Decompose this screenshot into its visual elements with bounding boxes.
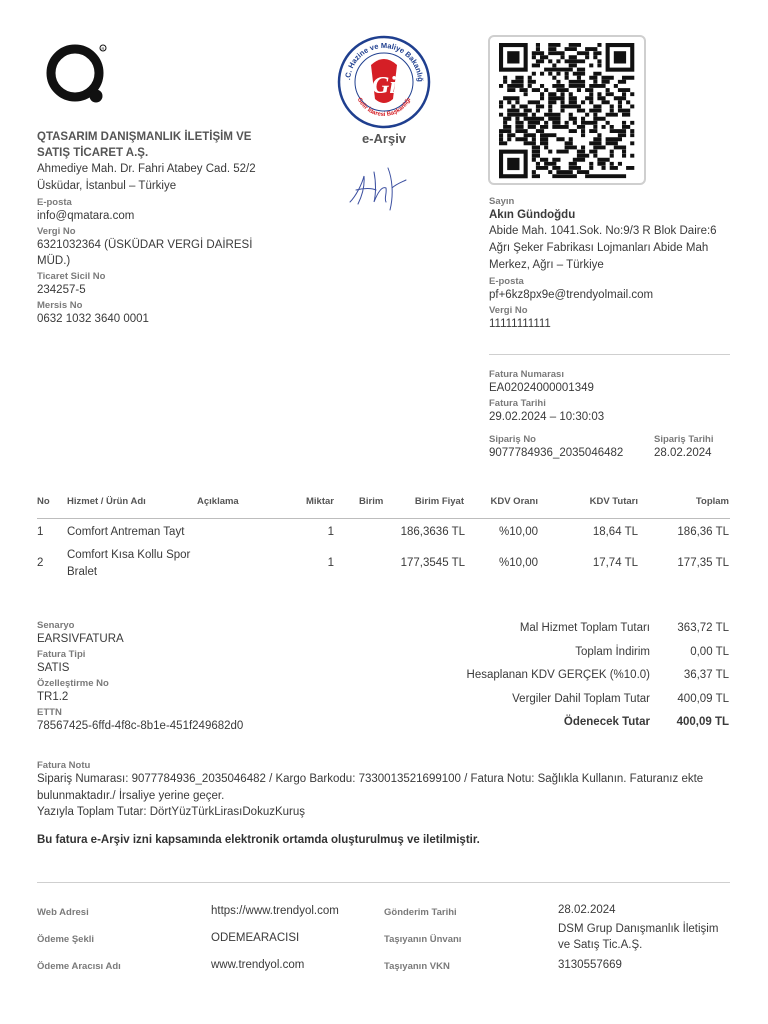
qr-code — [488, 35, 646, 185]
invoice-type-label: Fatura Tipi — [37, 649, 86, 660]
row-unit-price: 186,3636 TL — [400, 526, 465, 538]
row-product: Comfort Antreman Tayt — [67, 526, 185, 538]
seal-ring-text: .C. Hazine ve Maliye Bakanlığ — [343, 40, 426, 83]
customization-label: Özelleştirme No — [37, 678, 109, 689]
qtasarim-logo — [44, 43, 110, 105]
invoice-meta — [489, 369, 739, 425]
seller-email: info@qmatara.com — [37, 210, 135, 222]
order-date-block — [654, 434, 744, 461]
note-line1: Sipariş Numarası: 9077784936_2035046482 / Kargo Barkodu: 7330013521699100 / Fatura Notu: Sağlıkla Kullanın. Faturanız ekte — [37, 773, 704, 785]
row-qty: 1 — [327, 557, 334, 569]
buyer-address-line3: Merkez, Ağrı – Türkiye — [489, 259, 604, 271]
row-vat-rate: %10,00 — [498, 557, 538, 569]
customization-no: TR1.2 — [37, 691, 69, 703]
col-desc: Açıklama — [197, 496, 239, 507]
seller-tax-label: Vergi No — [37, 226, 76, 237]
row-qty: 1 — [327, 526, 334, 538]
col-vat-rate: KDV Oranı — [490, 496, 538, 507]
scenario-value: EARSIVFATURA — [37, 633, 124, 645]
document-type: e-Arşiv — [361, 131, 407, 146]
buyer-email: pf+6kz8px9e@trendyolmail.com — [489, 289, 654, 301]
seller-mersis-no: 0632 1032 3640 0001 — [37, 313, 149, 325]
web-label: Web Adresi — [37, 907, 89, 918]
goods-total-value: 363,72 TL — [677, 622, 729, 634]
buyer-email-label: E-posta — [489, 276, 524, 287]
qr-code-pattern — [490, 37, 644, 183]
note-label: Fatura Notu — [37, 760, 91, 771]
carrier-label: Taşıyanın Ünvanı — [384, 934, 462, 945]
order-number: 9077784936_2035046482 — [489, 447, 624, 459]
seller-mersis-label: Mersis No — [37, 300, 83, 311]
col-product: Hizmet / Ürün Adı — [67, 496, 146, 507]
ettn-label: ETTN — [37, 707, 62, 718]
payment-value: ODEMEARACISI — [211, 932, 300, 944]
incl-total-value: 400,09 TL — [677, 692, 729, 705]
seller-trade-no: 234257-5 — [37, 284, 86, 296]
col-total: Toplam — [695, 496, 729, 507]
payable-value: 400,09 TL — [676, 716, 729, 728]
total-row-vat — [430, 669, 730, 693]
ship-date-value: 28.02.2024 — [558, 904, 616, 916]
buyer-divider — [489, 354, 730, 355]
payable-label: Ödenecek Tutar — [563, 716, 650, 728]
web-value: https://www.trendyol.com — [211, 905, 339, 917]
row-total: 186,36 TL — [677, 526, 729, 538]
col-vat-amount: KDV Tutarı — [589, 496, 638, 507]
qr-finder-pattern — [507, 158, 519, 170]
ettn-value: 78567425-6ffd-4f8c-8b1e-451f249682d0 — [37, 720, 244, 732]
table-row — [37, 547, 730, 583]
buyer-address-line1: Abide Mah. 1041.Sok. No:9/3 R Blok Daire:6 — [489, 225, 717, 237]
agent-label: Ödeme Aracısı Adı — [37, 961, 121, 972]
buyer-name: Akın Gündoğdu — [489, 209, 576, 221]
order-date-label: Sipariş Tarihi — [654, 434, 714, 445]
seller-email-label: E-posta — [37, 197, 72, 208]
buyer-greeting: Sayın — [489, 196, 515, 207]
row-total: 177,35 TL — [677, 557, 729, 569]
ship-date-label: Gönderim Tarihi — [384, 907, 457, 918]
vat-value: 36,37 TL — [683, 669, 729, 681]
invoice-date: 29.02.2024 – 10:30:03 — [489, 411, 605, 423]
order-number-label: Sipariş No — [489, 434, 536, 445]
buyer-info — [489, 196, 739, 332]
row-product: Comfort Kısa Kollu Spor Bralet — [67, 549, 191, 578]
svg-text:R: R — [101, 46, 105, 51]
footer-divider — [37, 882, 730, 883]
row-no: 1 — [37, 526, 44, 538]
legal-statement: Bu fatura e-Arşiv izni kapsamında elektronik ortamda oluşturulmuş ve iletilmiştir. — [37, 834, 480, 846]
seller-address-line1: Ahmediye Mah. Dr. Fahri Atabey Cad. 52/2 — [37, 163, 256, 175]
buyer-tax-no: 11111111111 — [489, 318, 551, 330]
seller-trade-label: Ticaret Sicil No — [37, 271, 106, 282]
invoice-number-label: Fatura Numarası — [489, 369, 564, 380]
row-vat-amount: 17,74 TL — [592, 557, 638, 569]
seller-address-line2: Üsküdar, İstanbul – Türkiye — [37, 180, 177, 192]
carrier-value: DSM Grup Danışmanlık İletişim ve Satış Tic.A.Ş. — [558, 923, 719, 951]
total-row-incl — [430, 693, 730, 717]
order-date: 28.02.2024 — [654, 447, 712, 459]
seller-info — [37, 129, 282, 327]
invoice-note — [37, 760, 737, 821]
buyer-tax-label: Vergi No — [489, 305, 528, 316]
invoice-date-label: Fatura Tarihi — [489, 398, 546, 409]
agent-value: www.trendyol.com — [211, 959, 305, 971]
row-no: 2 — [37, 557, 44, 569]
row-vat-rate: %10,00 — [498, 526, 538, 538]
items-table-header — [37, 496, 730, 519]
seal-emblem-letter: Gi — [372, 73, 396, 99]
note-line2: bulunmaktadır./ İrsaliye yerine geçer. — [37, 789, 225, 802]
seller-tax-no: 6321032364 (ÜSKÜDAR VERGİ DAİRESİ MÜD.) — [37, 239, 253, 267]
row-unit-price: 177,3545 TL — [400, 557, 465, 569]
scenario-label: Senaryo — [37, 620, 75, 631]
seal-bottom-text: Gelir İdaresi Başkanlığı — [355, 96, 413, 119]
invoice-number: EA02024000001349 — [489, 382, 594, 394]
discount-label: Toplam İndirim — [575, 645, 650, 658]
qr-finder-pattern — [614, 51, 626, 63]
goods-total-label: Mal Hizmet Toplam Tutarı — [519, 622, 650, 634]
totals-block — [430, 622, 730, 740]
payment-label: Ödeme Şekli — [37, 934, 95, 945]
row-vat-amount: 18,64 TL — [592, 526, 638, 538]
seller-name: QTASARIM DANIŞMANLIK İLETİŞİM VE SATIŞ TİCARET A.Ş. — [37, 131, 252, 159]
col-qty: Miktar — [306, 496, 334, 507]
gib-seal — [337, 35, 431, 129]
total-row-discount — [430, 646, 730, 670]
carrier-vkn-label: Taşıyanın VKN — [384, 961, 450, 972]
total-row-goods — [430, 622, 730, 646]
col-unit-price: Birim Fiyat — [414, 496, 464, 507]
scenario-info — [37, 620, 397, 734]
carrier-vkn-value: 3130557669 — [558, 959, 622, 971]
vat-label: Hesaplanan KDV GERÇEK (%10.0) — [466, 669, 650, 681]
buyer-address-line2: Ağrı Şeker Fabrikası Lojmanları Abide Mah — [489, 242, 709, 254]
discount-value: 0,00 TL — [690, 645, 729, 658]
invoice-type: SATIS — [37, 662, 70, 674]
note-line3: Yazıyla Toplam Tutar: DörtYüzTürkLirasıDokuzKuruş — [37, 806, 306, 818]
col-unit: Birim — [359, 496, 384, 507]
qr-finder-pattern — [507, 51, 519, 63]
signature — [346, 158, 412, 214]
incl-total-label: Vergiler Dahil Toplam Tutar — [512, 692, 650, 705]
total-row-payable — [430, 716, 730, 740]
col-no: No — [37, 496, 50, 507]
table-row — [37, 524, 730, 544]
